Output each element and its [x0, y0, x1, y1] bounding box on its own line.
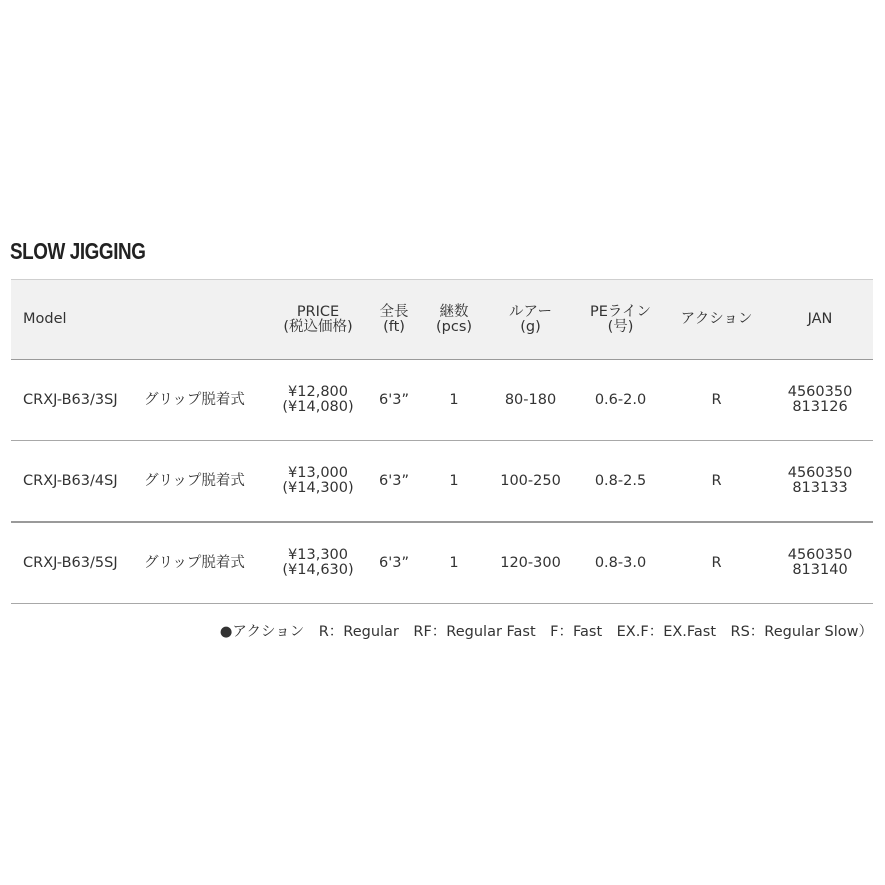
jan-part-1: 4560350 — [787, 465, 853, 481]
jan-part-1: 4560350 — [787, 384, 853, 400]
cell-length: 6'3” — [366, 522, 422, 604]
cell-price — [270, 441, 366, 523]
header-pe-label: PEライン — [590, 303, 651, 320]
cell-jan — [767, 522, 873, 604]
header-length-unit: (ft) — [383, 318, 405, 335]
jan-part-2: 813126 — [792, 399, 848, 415]
price-value: ¥13,000 — [288, 465, 348, 481]
header-price-label: PRICE — [296, 303, 340, 320]
header-pieces-label: 継数 — [439, 303, 469, 320]
spec-table — [11, 279, 873, 604]
jan-part-2: 813133 — [792, 480, 848, 496]
price-tax-value: (¥14,080) — [282, 399, 354, 415]
cell-grip: グリップ脱着式 — [144, 522, 270, 604]
price-tax-value: (¥14,300) — [282, 480, 354, 496]
header-pe-line — [575, 280, 666, 360]
header-length-label: 全長 — [379, 303, 409, 320]
table-row — [11, 360, 873, 441]
cell-action: R — [666, 441, 767, 523]
cell-length: 6'3” — [366, 360, 422, 441]
header-jan: JAN — [767, 280, 873, 360]
cell-length: 6'3” — [366, 441, 422, 523]
header-lure-unit: (g) — [520, 318, 541, 335]
header-price-sub: (税込価格) — [283, 318, 353, 335]
header-lure — [486, 280, 575, 360]
cell-action: R — [666, 360, 767, 441]
header-pe-unit: (号) — [607, 318, 634, 335]
table-header-row — [11, 280, 873, 360]
cell-pe-line: 0.8-2.5 — [575, 441, 666, 523]
jan-part-2: 813140 — [792, 562, 848, 578]
cell-pieces: 1 — [422, 360, 486, 441]
header-lure-label: ルアー — [508, 303, 553, 320]
header-length — [366, 280, 422, 360]
table-row — [11, 522, 873, 604]
action-legend: ●アクション R：Regular RF：Regular Fast F：Fast EX.F：EX.Fast RS：Regular Slow） — [219, 624, 873, 640]
cell-pieces: 1 — [422, 441, 486, 523]
price-value: ¥13,300 — [288, 547, 348, 563]
cell-lure: 100-250 — [486, 441, 575, 523]
header-action: アクション — [666, 280, 767, 360]
header-model: Model — [11, 280, 270, 360]
price-value: ¥12,800 — [288, 384, 348, 400]
page-title: SLOW JIGGING — [10, 238, 146, 264]
cell-grip: グリップ脱着式 — [144, 441, 270, 523]
cell-jan — [767, 441, 873, 523]
cell-lure: 120-300 — [486, 522, 575, 604]
cell-model: CRXJ-B63/5SJ — [11, 522, 144, 604]
header-price — [270, 280, 366, 360]
price-tax-value: (¥14,630) — [282, 562, 354, 578]
cell-price — [270, 522, 366, 604]
table-row — [11, 441, 873, 523]
cell-price — [270, 360, 366, 441]
header-pieces — [422, 280, 486, 360]
cell-lure: 80-180 — [486, 360, 575, 441]
cell-pe-line: 0.6-2.0 — [575, 360, 666, 441]
cell-pieces: 1 — [422, 522, 486, 604]
cell-model: CRXJ-B63/3SJ — [11, 360, 144, 441]
cell-pe-line: 0.8-3.0 — [575, 522, 666, 604]
header-pieces-unit: (pcs) — [435, 318, 473, 335]
cell-grip: グリップ脱着式 — [144, 360, 270, 441]
cell-action: R — [666, 522, 767, 604]
jan-part-1: 4560350 — [787, 547, 853, 563]
cell-jan — [767, 360, 873, 441]
cell-model: CRXJ-B63/4SJ — [11, 441, 144, 523]
